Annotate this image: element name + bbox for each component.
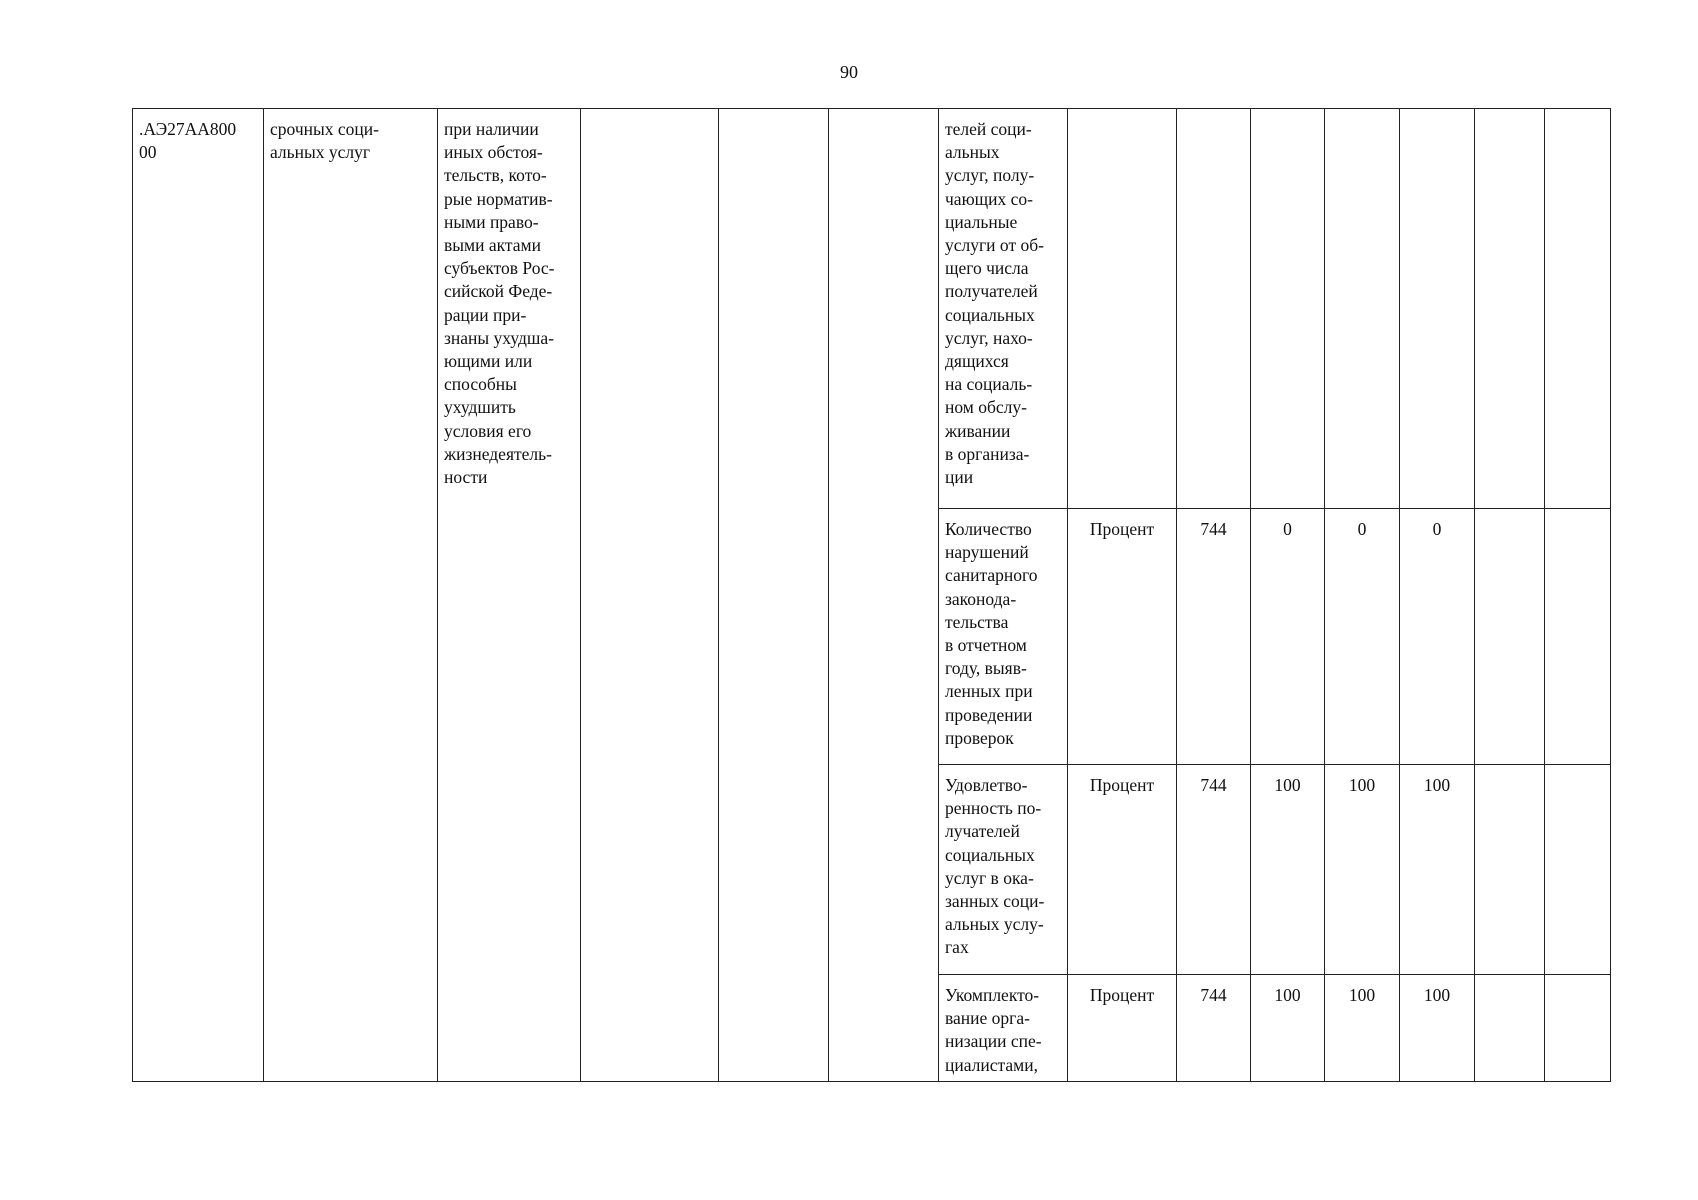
condition-text: при наличии иных обстоя- тельств, кото- рые норматив- ными право- выми актами субъектов Рос- сийской Феде- рации при- знаны ухудша- ющими или способны ухудшить условия его жизнедеятель- ности	[444, 119, 555, 488]
services-table	[132, 108, 1611, 1082]
empty-cell	[829, 109, 939, 1082]
value-cell: 100	[1400, 765, 1475, 975]
value-cell	[1400, 109, 1475, 509]
okei-code-cell: 744	[1177, 509, 1251, 765]
value-cell	[1325, 109, 1400, 509]
service-name: срочных соци- альных услуг	[270, 119, 379, 163]
page-number: 90	[840, 62, 858, 82]
value-cell: 100	[1325, 975, 1400, 1082]
empty-cell	[719, 109, 829, 1082]
condition-cell	[438, 109, 581, 1082]
unit-cell: Процент	[1068, 765, 1177, 975]
unit-cell: Процент	[1068, 975, 1177, 1082]
value-cell	[1475, 975, 1545, 1082]
value-cell: 100	[1400, 975, 1475, 1082]
value-cell: 0	[1325, 509, 1400, 765]
value-cell: 100	[1251, 765, 1325, 975]
unit-cell: Процент	[1068, 509, 1177, 765]
unit-cell	[1068, 109, 1177, 509]
indicator-cell	[939, 765, 1068, 975]
indicator-cell	[939, 509, 1068, 765]
value-cell	[1475, 509, 1545, 765]
value-cell	[1475, 109, 1545, 509]
indicator-text: телей соци- альных услуг, полу- чающих со- циальные услуги от об- щего числа получателей социальных услуг, нахо- дящихся на социаль- ном обслу- живании в организа- ции	[945, 119, 1044, 488]
okei-code-cell	[1177, 109, 1251, 509]
indicator-cell	[939, 975, 1068, 1082]
value-cell	[1545, 509, 1611, 765]
empty-cell	[581, 109, 719, 1082]
service-name-cell	[264, 109, 438, 1082]
registry-code: .АЭ27АА800 00	[139, 119, 237, 163]
okei-code-cell: 744	[1177, 975, 1251, 1082]
value-cell	[1251, 109, 1325, 509]
value-cell	[1545, 975, 1611, 1082]
value-cell: 0	[1400, 509, 1475, 765]
value-cell	[1545, 765, 1611, 975]
indicator-cell	[939, 109, 1068, 509]
value-cell	[1545, 109, 1611, 509]
value-cell: 0	[1251, 509, 1325, 765]
value-cell: 100	[1251, 975, 1325, 1082]
indicator-text: Удовлетво- ренность по- лучателей социальных услуг в ока- занных соци- альных услу- гах	[945, 775, 1045, 958]
value-cell	[1475, 765, 1545, 975]
table-row	[133, 109, 1611, 509]
indicator-text: Количество нарушений санитарного законода- тельства в отчетном году, выяв- ленных при проведении проверок	[945, 519, 1038, 748]
registry-code-cell	[133, 109, 264, 1082]
indicator-text: Укомплекто- вание орга- низации спе- циалистами,	[945, 985, 1042, 1075]
value-cell: 100	[1325, 765, 1400, 975]
okei-code-cell: 744	[1177, 765, 1251, 975]
